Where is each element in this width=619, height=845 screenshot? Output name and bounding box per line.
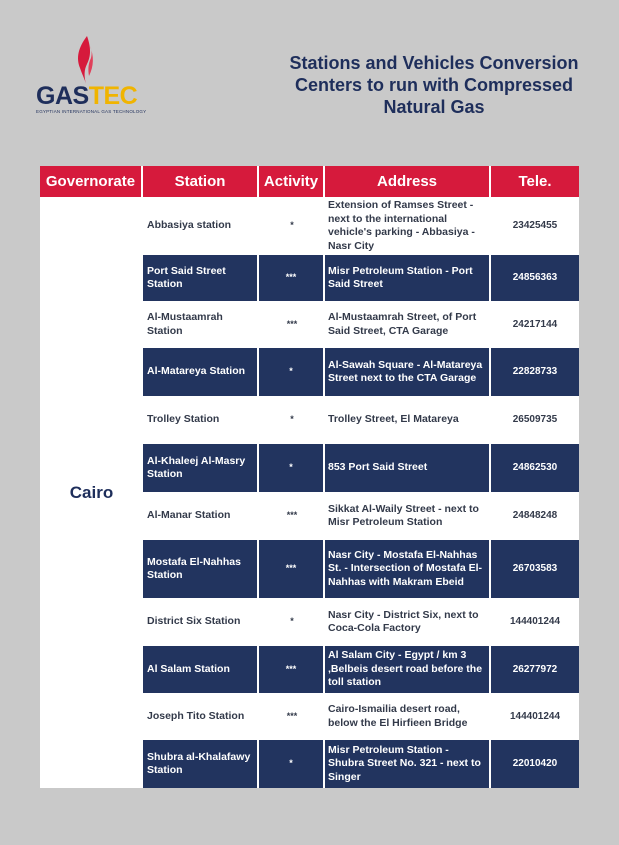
table-row (143, 693, 579, 740)
address-cell: 853 Port Said Street (325, 444, 491, 492)
table-row (143, 740, 579, 788)
tele-cell: 24856363 (491, 255, 579, 301)
tele-cell: 22828733 (491, 348, 579, 396)
table-row (143, 301, 579, 348)
activity-cell: *** (259, 492, 325, 540)
table-row (143, 540, 579, 598)
activity-cell: * (259, 444, 325, 492)
table-row (143, 492, 579, 540)
station-cell: Al-Khaleej Al-Masry Station (143, 444, 259, 492)
brand-tagline: EGYPTIAN INTERNATIONAL GAS TECHNOLOGY (36, 109, 147, 114)
brand-right: TEC (88, 82, 138, 110)
tele-cell: 24217144 (491, 301, 579, 348)
brand-left: GAS (36, 82, 89, 110)
activity-cell: * (259, 348, 325, 396)
address-cell: Misr Petroleum Station - Shubra Street No. 321 - next to Singer (325, 740, 491, 788)
tele-cell: 26277972 (491, 646, 579, 693)
stations-table (40, 166, 579, 788)
address-cell: Al-Mustaamrah Street, of Port Said Street, CTA Garage (325, 301, 491, 348)
station-cell: Joseph Tito Station (143, 693, 259, 740)
tele-cell: 24848248 (491, 492, 579, 540)
activity-cell: * (259, 396, 325, 444)
activity-cell: *** (259, 301, 325, 348)
governorate-cell: Cairo (69, 482, 114, 502)
table-row (143, 396, 579, 444)
station-cell: Al-Matareya Station (143, 348, 259, 396)
gastec-logo (34, 36, 147, 116)
table-row (143, 197, 579, 255)
flame-icon (74, 36, 98, 84)
address-cell: Nasr City - Mostafa El-Nahhas St. - Intersection of Mostafa El-Nahhas with Makram Ebeid (325, 540, 491, 598)
station-cell: District Six Station (143, 598, 259, 646)
address-cell: Misr Petroleum Station - Port Said Street (325, 255, 491, 301)
station-cell: Trolley Station (143, 396, 259, 444)
header-address: Address (325, 166, 491, 197)
address-cell: Al-Sawah Square - Al-Matareya Street next to the CTA Garage (325, 348, 491, 396)
title-line-2: Centers to run with Compressed (294, 75, 574, 95)
activity-cell: * (259, 598, 325, 646)
table-row (143, 255, 579, 301)
address-cell: Al Salam City - Egypt / km 3 ,Belbeis desert road before the toll station (325, 646, 491, 693)
table-row (143, 348, 579, 396)
tele-cell: 26703583 (491, 540, 579, 598)
header-governorate: Governorate (40, 166, 143, 197)
activity-cell: * (259, 197, 325, 255)
header-activity: Activity (259, 166, 325, 197)
address-cell: Extension of Ramses Street - next to the international vehicle's parking - Abbasiya - Nasr City (325, 197, 491, 255)
tele-cell: 144401244 (491, 693, 579, 740)
station-cell: Al Salam Station (143, 646, 259, 693)
header-tele: Tele. (491, 166, 579, 197)
tele-cell: 23425455 (491, 197, 579, 255)
station-cell: Al-Mustaamrah Station (143, 301, 259, 348)
activity-cell: *** (259, 540, 325, 598)
station-cell: Port Said Street Station (143, 255, 259, 301)
tele-cell: 22010420 (491, 740, 579, 788)
station-cell: Shubra al-Khalafawy Station (143, 740, 259, 788)
address-cell: Nasr City - District Six, next to Coca-Cola Factory (325, 598, 491, 646)
table-row (143, 598, 579, 646)
activity-cell: *** (259, 255, 325, 301)
brand-wordmark (36, 84, 137, 109)
station-cell: Mostafa El-Nahhas Station (143, 540, 259, 598)
title-line-1: Stations and Vehicles Conversion (289, 53, 579, 73)
address-cell: Sikkat Al-Waily Street - next to Misr Petroleum Station (325, 492, 491, 540)
page-title (270, 52, 598, 118)
address-cell: Cairo-Ismailia desert road, below the El Hirfieen Bridge (325, 693, 491, 740)
activity-cell: *** (259, 646, 325, 693)
activity-cell: *** (259, 693, 325, 740)
tele-cell: 26509735 (491, 396, 579, 444)
title-line-3: Natural Gas (383, 97, 485, 117)
table-row (143, 646, 579, 693)
tele-cell: 144401244 (491, 598, 579, 646)
activity-cell: * (259, 740, 325, 788)
header-station: Station (143, 166, 259, 197)
station-cell: Al-Manar Station (143, 492, 259, 540)
station-cell: Abbasiya station (143, 197, 259, 255)
table-row (143, 444, 579, 492)
tele-cell: 24862530 (491, 444, 579, 492)
address-cell: Trolley Street, El Matareya (325, 396, 491, 444)
